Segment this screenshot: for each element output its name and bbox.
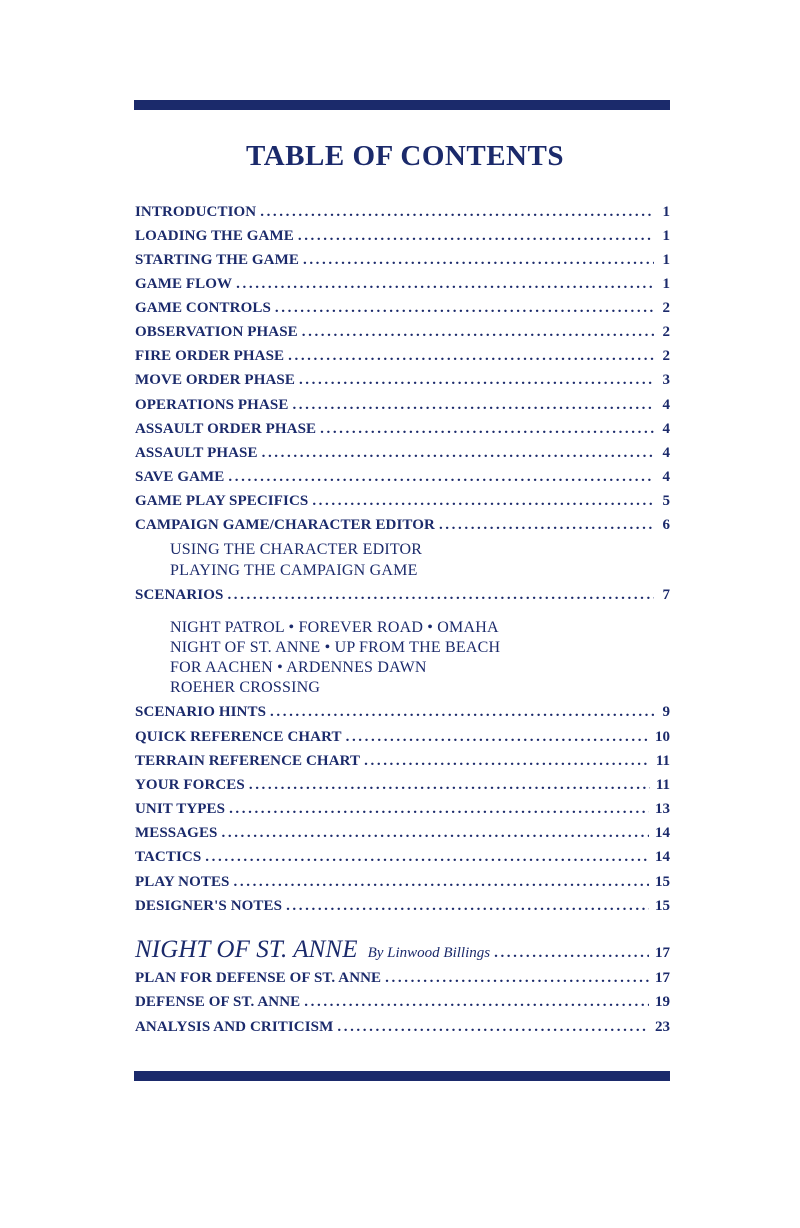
toc-entry-label: DEFENSE OF ST. ANNE [135,994,301,1010]
dot-leader [304,994,649,1011]
toc-entry-page: 19 [655,994,670,1010]
toc-entry-game-controls[interactable] [135,300,670,322]
dot-leader [249,777,650,794]
toc-entry-label: SAVE GAME [135,469,225,485]
dot-leader [385,970,649,987]
toc-entry-page: 10 [655,729,670,745]
toc-entry-plan-for-defense[interactable] [135,970,670,992]
toc-entry-label: ASSAULT PHASE [135,445,258,461]
dot-leader [346,729,649,746]
toc-entry-label: GAME CONTROLS [135,300,271,316]
toc-entry-page: 7 [662,587,670,603]
page-title: TABLE OF CONTENTS [246,140,564,172]
dot-leader [286,898,649,915]
toc-entry-assault-order-phase[interactable] [135,421,670,443]
toc-entry-page: 14 [655,849,670,865]
toc-entry-page: 14 [655,825,670,841]
toc-entry-label: UNIT TYPES [135,801,226,817]
dot-leader [227,587,654,604]
toc-entry-label: FIRE ORDER PHASE [135,348,285,364]
toc-entry-label: ANALYSIS AND CRITICISM [135,1019,334,1035]
toc-entry-messages[interactable] [135,825,670,847]
toc-entry-label: PLAY NOTES [135,874,230,890]
dot-leader [270,704,654,721]
dot-leader [229,801,649,818]
dot-leader [302,324,654,341]
feature-byline: By Linwood Billings [367,945,491,961]
toc-entry-play-notes[interactable] [135,874,670,896]
toc-entry-label: GAME PLAY SPECIFICS [135,493,309,509]
dot-leader [439,517,654,534]
toc-entry-unit-types[interactable] [135,801,670,823]
toc-entry-label: YOUR FORCES [135,777,245,793]
toc-entry-label: OPERATIONS PHASE [135,397,289,413]
toc-entry-label: LOADING THE GAME [135,228,294,244]
toc-entry-page: 5 [662,493,670,509]
dot-leader [222,825,650,842]
toc-entry-move-order-phase[interactable] [135,372,670,394]
toc-entry-page: 15 [655,898,670,914]
toc-entry-tactics[interactable] [135,849,670,871]
toc-entry-page: 3 [662,372,670,388]
toc-entry-assault-phase[interactable] [135,445,670,467]
toc-entry-label: MESSAGES [135,825,218,841]
dot-leader [312,493,654,510]
toc-entry-operations-phase[interactable] [135,397,670,419]
dot-leader [262,445,654,462]
toc-entry-scenarios[interactable] [135,587,670,609]
toc-entry-page: 1 [662,276,670,292]
toc-entry-page: 2 [662,324,670,340]
toc-entry-terrain-reference-chart[interactable] [135,753,670,775]
bottom-rule [134,1071,670,1081]
dot-leader [292,397,654,414]
toc-entry-label: ASSAULT ORDER PHASE [135,421,317,437]
toc-entry-page: 1 [662,252,670,268]
toc-entry-page: 23 [655,1019,670,1035]
dot-leader [337,1019,649,1036]
toc-entry-page: 2 [662,300,670,316]
feature-title: NIGHT OF ST. ANNE [135,936,358,963]
toc-entry-label: TACTICS [135,849,202,865]
toc-entry-label: DESIGNER'S NOTES [135,898,283,914]
dot-leader [275,300,654,317]
toc-entry-label: TERRAIN REFERENCE CHART [135,753,361,769]
toc-entry-page: 9 [662,704,670,720]
toc-entry-quick-reference-chart[interactable] [135,729,670,751]
toc-entry-game-flow[interactable] [135,276,670,298]
toc-entry-label: MOVE ORDER PHASE [135,372,295,388]
toc-entry-save-game[interactable] [135,469,670,491]
toc-entry-defense-of-st-anne[interactable] [135,994,670,1016]
dot-leader [205,849,649,866]
toc-feature-night-of-st-anne[interactable] [135,936,670,966]
top-rule [134,100,670,110]
toc-entry-label: INTRODUCTION [135,204,257,220]
toc-entry-page: 17 [655,945,670,961]
toc-entry-analysis-and-criticism[interactable] [135,1019,670,1041]
toc-entry-label: STARTING THE GAME [135,252,299,268]
toc-entry-designers-notes[interactable] [135,898,670,920]
toc-entry-label: QUICK REFERENCE CHART [135,729,342,745]
toc-entry-page: 11 [655,753,670,769]
toc-entry-page: 17 [655,970,670,986]
toc-subitem[interactable]: NIGHT PATROL • FOREVER ROAD • OMAHA [170,619,499,636]
toc-entry-label: OBSERVATION PHASE [135,324,298,340]
toc-entry-loading-the-game[interactable] [135,228,670,250]
dot-leader [494,945,649,962]
toc-subitem[interactable]: ROEHER CROSSING [170,679,321,696]
dot-leader [234,874,649,891]
dot-leader [288,348,654,365]
dot-leader [260,204,654,221]
toc-entry-page: 1 [662,204,670,220]
toc-entry-observation-phase[interactable] [135,324,670,346]
toc-subitem[interactable]: FOR AACHEN • ARDENNES DAWN [170,659,427,676]
toc-subitem[interactable]: PLAYING THE CAMPAIGN GAME [170,562,418,579]
toc-entry-label: SCENARIO HINTS [135,704,267,720]
toc-entry-introduction[interactable] [135,204,670,226]
toc-subitem[interactable]: USING THE CHARACTER EDITOR [170,541,423,558]
toc-entry-page: 4 [662,469,670,485]
toc-entry-page: 2 [662,348,670,364]
toc-entry-page: 11 [655,777,670,793]
dot-leader [299,372,654,389]
toc-entry-label: GAME FLOW [135,276,233,292]
toc-entry-your-forces[interactable] [135,777,670,799]
toc-subitem[interactable]: NIGHT OF ST. ANNE • UP FROM THE BEACH [170,639,501,656]
dot-leader [228,469,654,486]
toc-entry-starting-the-game[interactable] [135,252,670,274]
toc-entry-page: 4 [662,397,670,413]
toc-entry-label: PLAN FOR DEFENSE OF ST. ANNE [135,970,382,986]
toc-entry-page: 4 [662,421,670,437]
dot-leader [298,228,654,245]
toc-entry-fire-order-phase[interactable] [135,348,670,370]
toc-entry-page: 6 [662,517,670,533]
dot-leader [303,252,654,269]
toc-entry-label: SCENARIOS [135,587,224,603]
toc-entry-campaign-game[interactable] [135,517,670,539]
toc-entry-game-play-specifics[interactable] [135,493,670,515]
toc-entry-page: 15 [655,874,670,890]
dot-leader [364,753,650,770]
toc-entry-page: 13 [655,801,670,817]
toc-entry-label: CAMPAIGN GAME/CHARACTER EDITOR [135,517,435,533]
dot-leader [320,421,654,438]
dot-leader [236,276,654,293]
toc-entry-page: 1 [662,228,670,244]
toc-entry-scenario-hints[interactable] [135,704,670,726]
toc-entry-page: 4 [662,445,670,461]
